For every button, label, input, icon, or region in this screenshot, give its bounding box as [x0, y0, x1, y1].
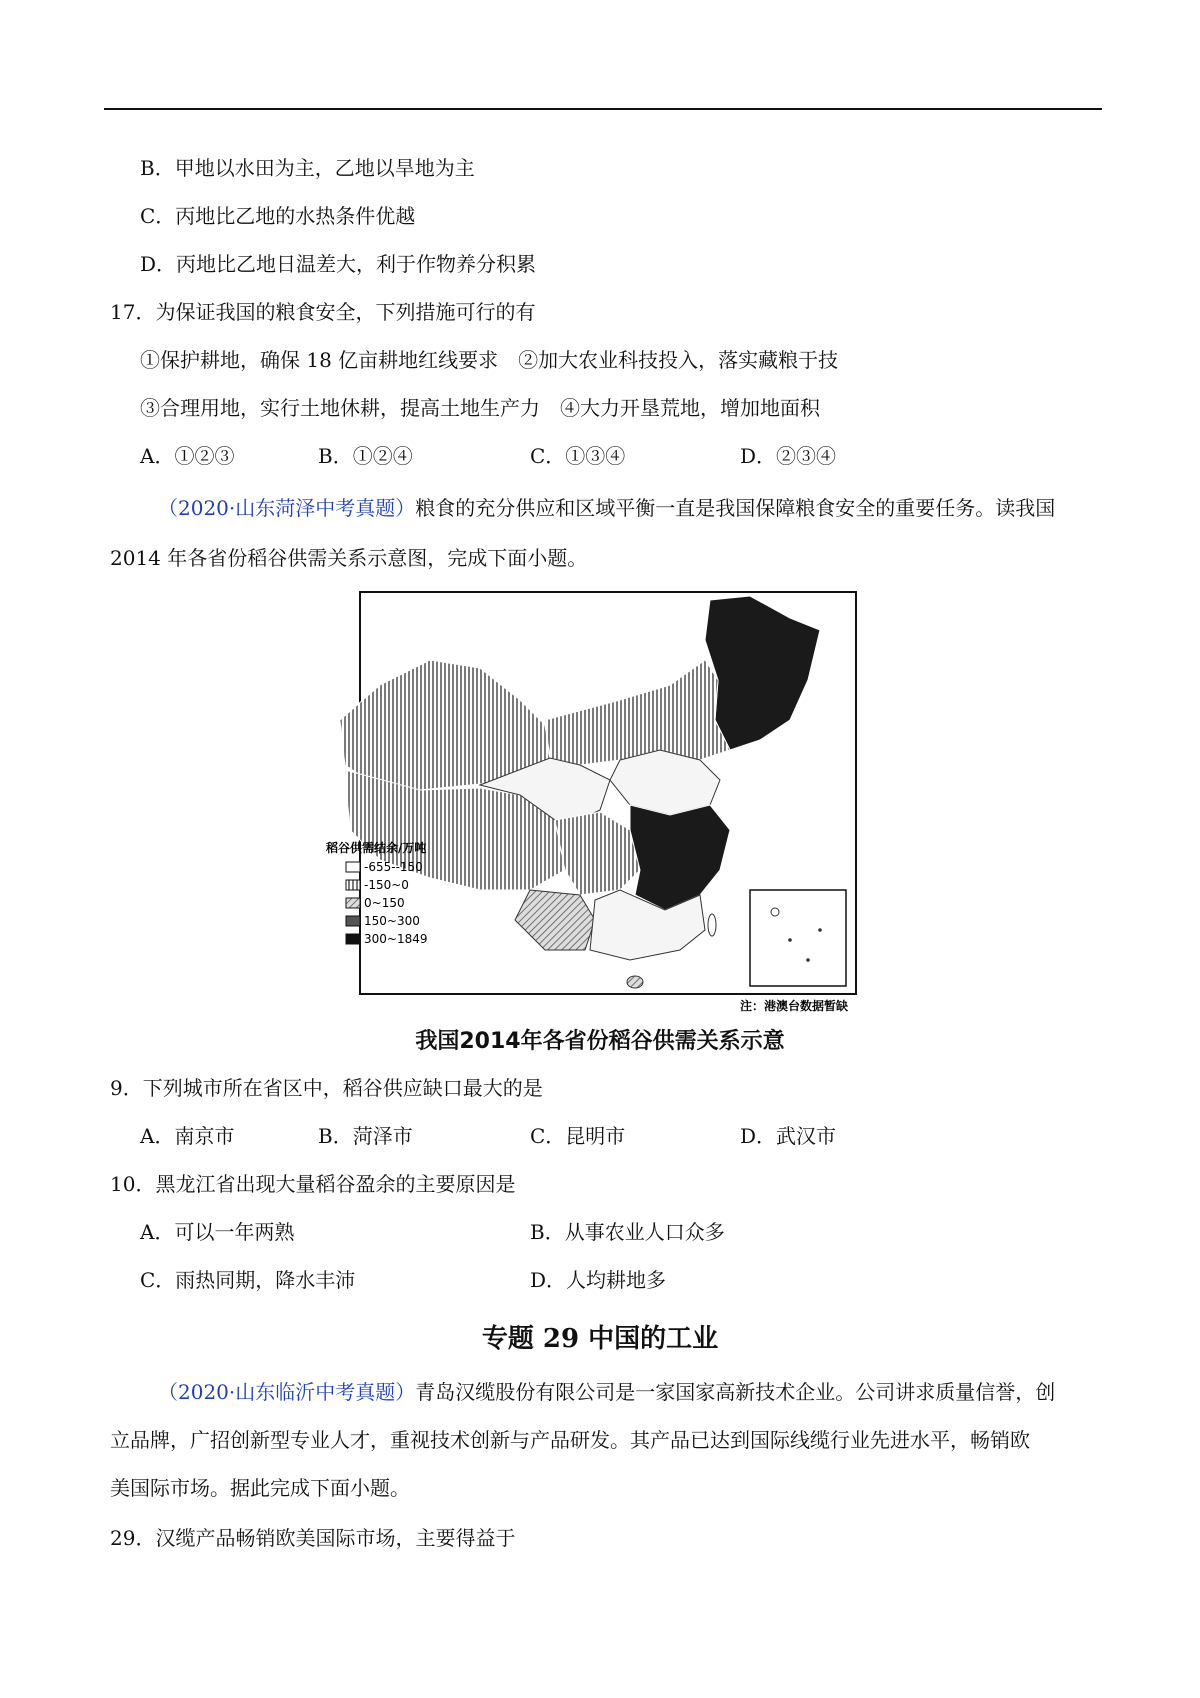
legend-swatch-2 — [346, 880, 360, 890]
prev-option-c: C．丙地比乙地的水热条件优越 — [140, 204, 416, 228]
q17-option-b: B．①②④ — [318, 444, 413, 468]
legend-label-2: -150~0 — [364, 878, 409, 892]
legend-label-5: 300~1849 — [364, 932, 428, 946]
q17-option-a: A．①②③ — [140, 444, 235, 468]
q9-option-a: A．南京市 — [140, 1124, 235, 1148]
q9-option-d: D．武汉市 — [740, 1124, 837, 1148]
rice-supply-map — [320, 590, 860, 1020]
taiwan-island — [708, 914, 716, 936]
intro1-text: 粮食的充分供应和区域平衡一直是我国保障粮食安全的重要任务。读我国 — [415, 496, 1056, 520]
intro2-text: 青岛汉缆股份有限公司是一家国家高新技术企业。公司讲求质量信誉，创 — [415, 1380, 1056, 1404]
q10-option-d: D．人均耕地多 — [530, 1268, 667, 1292]
q17-stem: 17．为保证我国的粮食安全，下列措施可行的有 — [110, 300, 536, 324]
map-note: 注：港澳台数据暂缺 — [739, 999, 848, 1013]
legend-label-4: 150~300 — [364, 914, 420, 928]
legend-swatch-5 — [346, 934, 360, 944]
intro1-line2: 2014 年各省份稻谷供需关系示意图，完成下面小题。 — [110, 546, 588, 570]
hainan-island — [627, 976, 643, 988]
legend-swatch-3 — [346, 898, 360, 908]
q9-stem: 9．下列城市所在省区中，稻谷供应缺口最大的是 — [110, 1076, 543, 1100]
legend-swatch-1 — [346, 862, 360, 872]
q29-stem: 29．汉缆产品畅销欧美国际市场，主要得益于 — [110, 1526, 516, 1550]
prev-option-b: B．甲地以水田为主，乙地以旱地为主 — [140, 156, 475, 180]
q10-option-c: C．雨热同期，降水丰沛 — [140, 1268, 356, 1292]
q9-option-c: C．昆明市 — [530, 1124, 626, 1148]
intro1-source: （2020·山东菏泽中考真题） — [158, 496, 416, 520]
section-title: 专题 29 中国的工业 — [481, 1324, 719, 1354]
legend-swatch-4 — [346, 916, 360, 926]
q17-statement-1: ①保护耕地，确保 18 亿亩耕地红线要求 ②加大农业科技投入，落实藏粮于技 — [140, 348, 839, 372]
south-sea-inset — [750, 890, 846, 986]
header-rule — [104, 108, 1102, 110]
legend-title: 稻谷供需结余/万吨 — [326, 841, 427, 855]
intro2-line3: 美国际市场。据此完成下面小题。 — [110, 1476, 410, 1500]
intro2-line2: 立品牌，广招创新型专业人才，重视技术创新与产品研发。其产品已达到国际线缆行业先进水平，畅销欧 — [110, 1428, 1030, 1452]
q9-option-b: B．菏泽市 — [318, 1124, 413, 1148]
q17-option-c: C．①③④ — [530, 444, 626, 468]
legend-label-1: -655--150 — [364, 860, 423, 874]
q10-option-b: B．从事农业人口众多 — [530, 1220, 725, 1244]
q10-option-a: A．可以一年两熟 — [140, 1220, 295, 1244]
q10-stem: 10．黑龙江省出现大量稻谷盈余的主要原因是 — [110, 1172, 516, 1196]
intro2-source: （2020·山东临沂中考真题） — [158, 1380, 416, 1404]
map-caption: 我国2014年各省份稻谷供需关系示意 — [415, 1029, 785, 1054]
q17-statement-2: ③合理用地，实行土地休耕，提高土地生产力 ④大力开垦荒地，增加地面积 — [140, 396, 820, 420]
q17-option-d: D．②③④ — [740, 444, 837, 468]
prev-option-d: D．丙地比乙地日温差大，利于作物养分积累 — [140, 252, 537, 276]
intro2-line1 — [158, 1378, 1055, 1406]
intro1-line1 — [158, 494, 1055, 522]
legend-label-3: 0~150 — [364, 896, 405, 910]
